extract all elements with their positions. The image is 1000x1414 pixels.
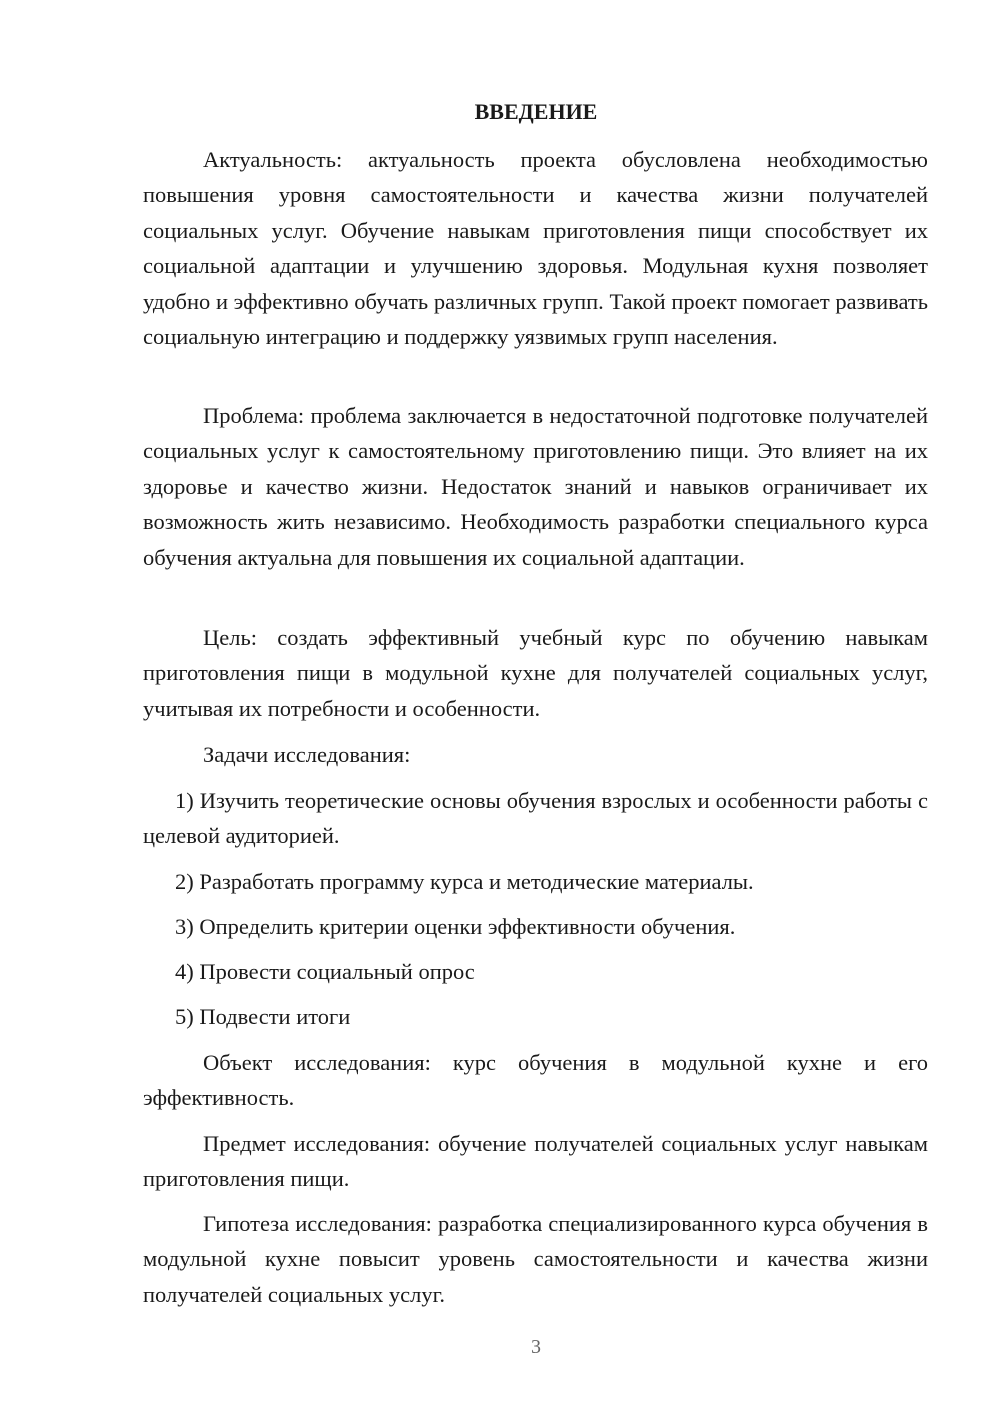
relevance-paragraph: Актуальность: актуальность проекта обусловлена необходимостью повышения уровня самостоятельности и качества жизни получателей социальных услуг. Обучение навыкам приготовления пищи способствует их социальной адаптации и улучшению здоровья. Модульная кухня позволяет удобно и эффективно обучать различных групп. Такой проект помогает развивать социальную интеграцию и поддержку уязвимых групп населения. (143, 147, 928, 350)
task-item-5: 5) Подвести итоги (175, 1004, 351, 1029)
problem-paragraph: Проблема: проблема заключается в недостаточной подготовке получателей социальных услуг к самостоятельному приготовлению пищи. Это влияет на их здоровье и качество жизни. Недостаток знаний и навыков ограничивает их возможность жить независимо. Необходимость разработки специального курса обучения актуальна для повышения их социальной адаптации. (143, 403, 928, 570)
task-item-1: 1) Изучить теоретические основы обучения взрослых и особенности работы с целевой аудиторией. (143, 788, 928, 849)
subject-paragraph: Предмет исследования: обучение получателей социальных услуг навыкам приготовления пищи. (143, 1131, 928, 1192)
page-title: ВВЕДЕНИЕ (474, 99, 598, 124)
task-item-4: 4) Провести социальный опрос (175, 959, 475, 984)
task-item-3: 3) Определить критерии оценки эффективности обучения. (175, 914, 736, 939)
task-item-2: 2) Разработать программу курса и методические материалы. (175, 869, 754, 894)
page-number: 3 (531, 1336, 541, 1358)
tasks-heading: Задачи исследования: (203, 742, 411, 767)
object-paragraph: Объект исследования: курс обучения в модульной кухне и его эффективность. (143, 1050, 928, 1111)
hypothesis-paragraph: Гипотеза исследования: разработка специализированного курса обучения в модульной кухне повысит уровень самостоятельности и качества жизни получателей социальных услуг. (143, 1211, 928, 1307)
goal-paragraph: Цель: создать эффективный учебный курс по обучению навыкам приготовления пищи в модульной кухне для получателей социальных услуг, учитывая их потребности и особенности. (143, 625, 928, 721)
